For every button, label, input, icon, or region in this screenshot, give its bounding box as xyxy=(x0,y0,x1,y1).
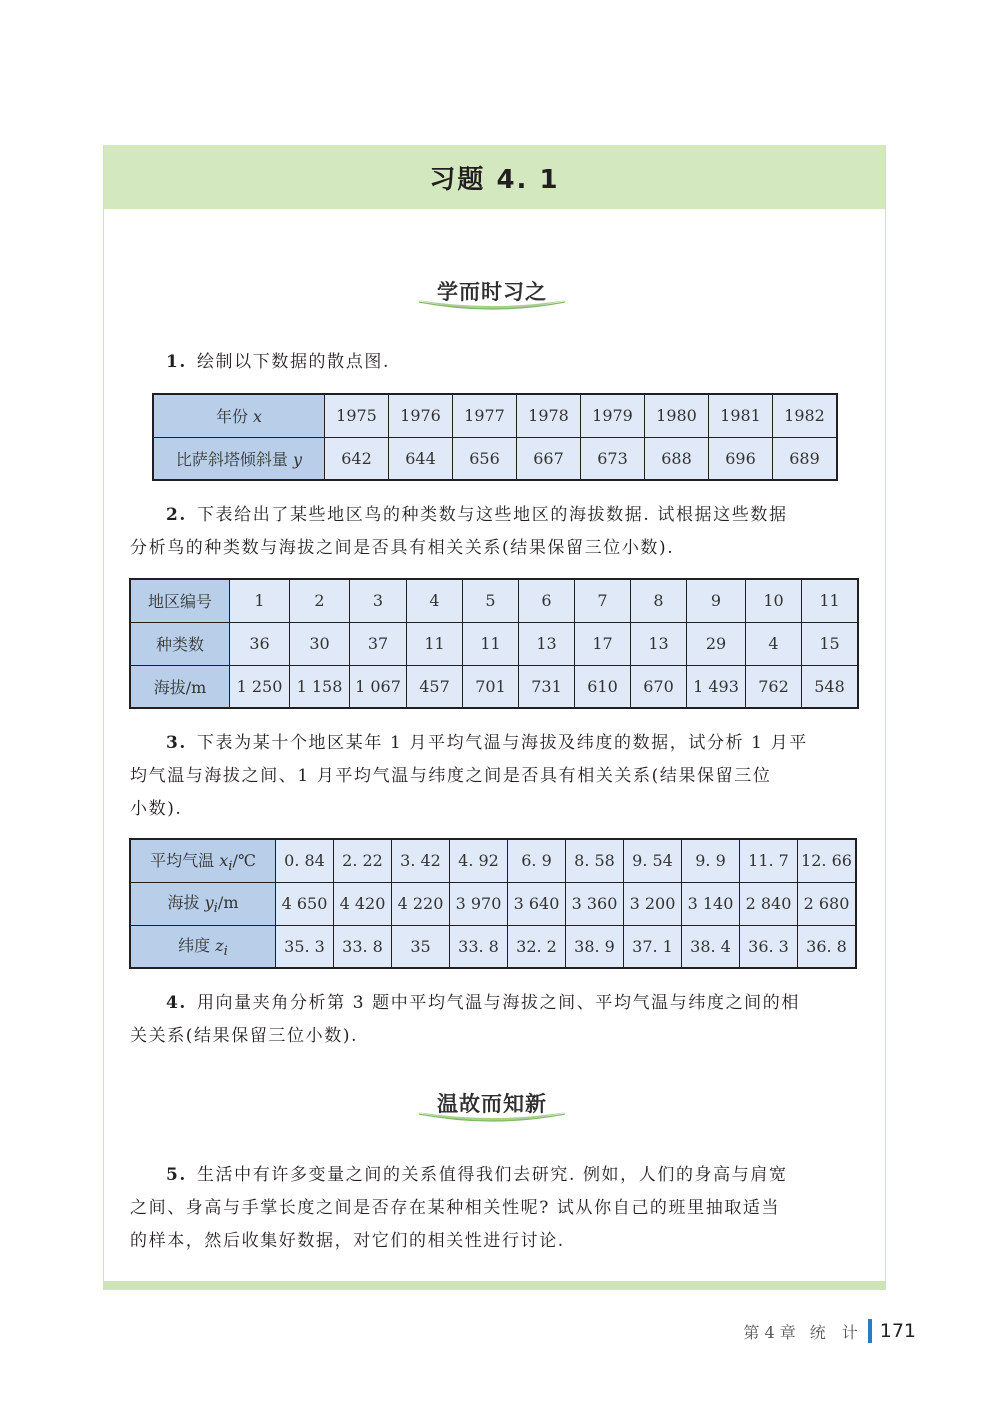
table3-cell: 4 220 xyxy=(392,882,450,925)
table2-cell: 3 xyxy=(350,579,407,622)
banner-review xyxy=(0,272,1000,316)
question-5-line3: 的样本，然后收集好数据，对它们的相关性进行讨论. xyxy=(130,1231,565,1251)
question-1-number: 1. xyxy=(166,352,187,372)
table2-cell: 13 xyxy=(631,622,687,665)
exercise-header xyxy=(104,145,885,209)
table2-cell: 11 xyxy=(463,622,519,665)
table2-cell: 5 xyxy=(463,579,519,622)
table3-cell: 35 xyxy=(392,925,450,968)
table1-cell: 1979 xyxy=(581,394,645,437)
banner-revisit-text: 温故而知新 xyxy=(437,1092,547,1116)
table3-cell: 3 640 xyxy=(508,882,566,925)
table3-cell: 38. 9 xyxy=(566,925,624,968)
table1-cell: 1975 xyxy=(325,394,389,437)
table3-altitude-header: 海拔 $y_i/m$ xyxy=(130,882,276,925)
table3-cell: 12. 66 xyxy=(798,839,857,882)
table3-cell: 3 140 xyxy=(682,882,740,925)
question-3-line2: 均气温与海拔之间、1 月平均气温与纬度之间是否具有相关关系(结果保留三位 xyxy=(130,766,772,786)
question-3 xyxy=(130,727,857,826)
question-4-line1: 用向量夹角分析第 3 题中平均气温与海拔之间、平均气温与纬度之间的相 xyxy=(196,993,800,1013)
table2-cell: 7 xyxy=(575,579,631,622)
table3-cell: 36. 3 xyxy=(740,925,798,968)
table3-cell: 32. 2 xyxy=(508,925,566,968)
table1-cell: 1978 xyxy=(517,394,581,437)
question-2-line1: 下表给出了某些地区鸟的种类数与这些地区的海拔数据. 试根据这些数据 xyxy=(196,505,788,525)
chapter-title: 统 计 xyxy=(809,1322,858,1342)
question-5-line1: 生活中有许多变量之间的关系值得我们去研究. 例如，人们的身高与肩宽 xyxy=(196,1165,788,1185)
table3-cell: 33. 8 xyxy=(334,925,392,968)
exercise-footer-bar xyxy=(104,1281,885,1290)
table3-cell: 4 420 xyxy=(334,882,392,925)
table-pisa-tower xyxy=(152,393,838,481)
table2-cell: 8 xyxy=(631,579,687,622)
table2-cell: 731 xyxy=(519,665,575,708)
table1-cell: 688 xyxy=(645,437,709,480)
table3-cell: 9. 54 xyxy=(624,839,682,882)
table1-tilt-header: 比萨斜塔倾斜量 y xyxy=(153,437,325,480)
table-bird-species xyxy=(129,578,859,709)
table3-cell: 2 680 xyxy=(798,882,857,925)
table2-cell: 17 xyxy=(575,622,631,665)
page-number: 171 xyxy=(879,1320,916,1342)
table2-cell: 548 xyxy=(802,665,859,708)
table2-cell: 11 xyxy=(802,579,859,622)
question-3-number: 3. xyxy=(166,733,187,753)
table1-cell: 696 xyxy=(709,437,773,480)
question-4-line2: 关关系(结果保留三位小数). xyxy=(130,1026,359,1046)
table2-cell: 37 xyxy=(350,622,407,665)
table2-cell: 9 xyxy=(687,579,746,622)
table1-cell: 1982 xyxy=(773,394,838,437)
table1-cell: 644 xyxy=(389,437,453,480)
table2-cell: 670 xyxy=(631,665,687,708)
table2-cell: 36 xyxy=(230,622,290,665)
chapter-label: 第 4 章 xyxy=(743,1322,796,1342)
table3-cell: 4. 92 xyxy=(450,839,508,882)
table1-cell: 1980 xyxy=(645,394,709,437)
table3-cell: 4 650 xyxy=(276,882,334,925)
table2-cell: 10 xyxy=(746,579,802,622)
banner-review-text: 学而时习之 xyxy=(437,280,547,304)
table2-cell: 4 xyxy=(746,622,802,665)
question-4 xyxy=(130,987,857,1053)
question-2 xyxy=(130,499,857,565)
table2-cell: 4 xyxy=(407,579,463,622)
table3-cell: 3. 42 xyxy=(392,839,450,882)
question-1 xyxy=(130,346,857,379)
table1-cell: 667 xyxy=(517,437,581,480)
table2-cell: 15 xyxy=(802,622,859,665)
table2-cell: 1 158 xyxy=(290,665,350,708)
table3-cell: 3 200 xyxy=(624,882,682,925)
table2-cell: 1 250 xyxy=(230,665,290,708)
table2-cell: 6 xyxy=(519,579,575,622)
table1-cell: 1981 xyxy=(709,394,773,437)
table1-cell: 656 xyxy=(453,437,517,480)
table3-cell: 8. 58 xyxy=(566,839,624,882)
table3-cell: 35. 3 xyxy=(276,925,334,968)
table2-cell: 610 xyxy=(575,665,631,708)
table2-cell: 1 067 xyxy=(350,665,407,708)
table3-cell: 38. 4 xyxy=(682,925,740,968)
table3-cell: 3 360 xyxy=(566,882,624,925)
question-1-text: 绘制以下数据的散点图. xyxy=(196,352,390,372)
question-5-number: 5. xyxy=(166,1165,187,1185)
table3-cell: 3 970 xyxy=(450,882,508,925)
table1-year-header: 年份 x xyxy=(153,394,325,437)
table2-altitude-header: 海拔/m xyxy=(130,665,230,708)
question-2-number: 2. xyxy=(166,505,187,525)
table1-cell: 689 xyxy=(773,437,838,480)
table2-cell: 457 xyxy=(407,665,463,708)
question-2-line2: 分析鸟的种类数与海拔之间是否具有相关关系(结果保留三位小数). xyxy=(130,538,675,558)
table2-species-header: 种类数 xyxy=(130,622,230,665)
table3-latitude-header: 纬度 $z_i$ xyxy=(130,925,276,968)
table2-cell: 30 xyxy=(290,622,350,665)
table2-cell: 701 xyxy=(463,665,519,708)
question-4-number: 4. xyxy=(166,993,187,1013)
question-3-line3: 小数). xyxy=(130,799,183,819)
footer-divider-bar xyxy=(868,1319,872,1343)
table3-cell: 36. 8 xyxy=(798,925,857,968)
table1-cell: 1977 xyxy=(453,394,517,437)
table3-cell: 33. 8 xyxy=(450,925,508,968)
table1-cell: 642 xyxy=(325,437,389,480)
table2-cell: 29 xyxy=(687,622,746,665)
question-5 xyxy=(130,1159,857,1258)
table1-cell: 673 xyxy=(581,437,645,480)
table3-cell: 0. 84 xyxy=(276,839,334,882)
table3-cell: 9. 9 xyxy=(682,839,740,882)
table1-cell: 1976 xyxy=(389,394,453,437)
table3-cell: 37. 1 xyxy=(624,925,682,968)
table2-id-header: 地区编号 xyxy=(130,579,230,622)
table2-cell: 13 xyxy=(519,622,575,665)
page-footer xyxy=(743,1318,916,1344)
table2-cell: 2 xyxy=(290,579,350,622)
banner-revisit xyxy=(0,1084,1000,1128)
table-temperature xyxy=(129,838,857,969)
table3-cell: 2. 22 xyxy=(334,839,392,882)
table3-cell: 6. 9 xyxy=(508,839,566,882)
question-3-line1: 下表为某十个地区某年 1 月平均气温与海拔及纬度的数据，试分析 1 月平 xyxy=(196,733,808,753)
section-title: 习题 4. 1 xyxy=(429,165,560,195)
table2-cell: 762 xyxy=(746,665,802,708)
table2-cell: 1 xyxy=(230,579,290,622)
table3-cell: 2 840 xyxy=(740,882,798,925)
table2-cell: 11 xyxy=(407,622,463,665)
table3-temp-header: 平均气温 $x_i/℃$ xyxy=(130,839,276,882)
table2-cell: 1 493 xyxy=(687,665,746,708)
table3-cell: 11. 7 xyxy=(740,839,798,882)
question-5-line2: 之间、身高与手掌长度之间是否存在某种相关性呢? 试从你自己的班里抽取适当 xyxy=(130,1198,781,1218)
